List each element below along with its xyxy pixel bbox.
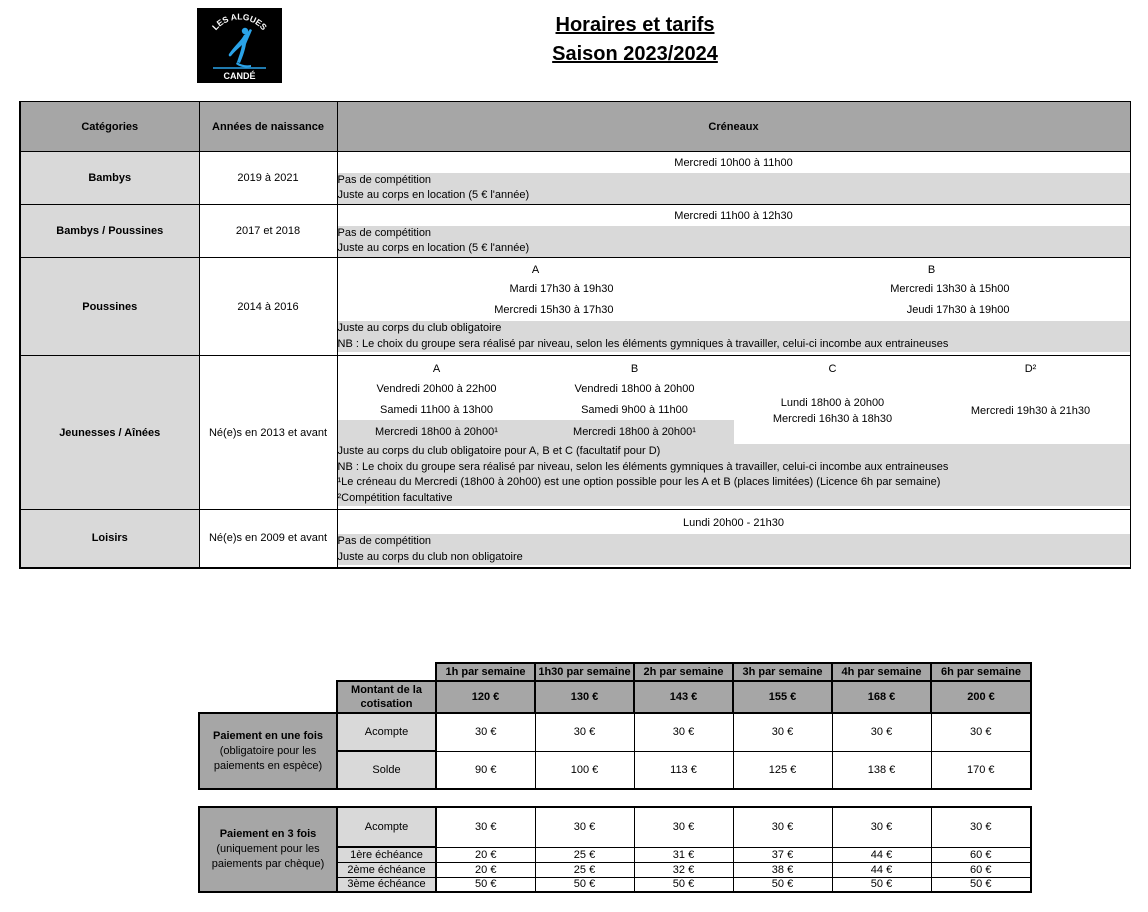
row-label: Solde — [337, 751, 436, 789]
group-subtitle: (obligatoire pour les paiements en espèce) — [213, 744, 323, 772]
page-subtitle: Saison 2023/2024 — [552, 43, 718, 65]
price-value: 30 € — [535, 713, 634, 751]
slot-text: Mardi 17h30 à 19h30 — [509, 283, 614, 295]
note-line: NB : Le choix du groupe sera réalisé par niveau, selon les éléments gymniques à travailler, celui-ci incombe aux entraineuses — [337, 460, 949, 473]
slot-text: Lundi 18h00 à 20h00 — [780, 397, 885, 409]
duration-header: 3h par semaine — [733, 663, 832, 681]
note-line: NB : Le choix du groupe sera réalisé par niveau, selon les éléments gymniques à travailler, celui-ci incombe aux entraineuses — [337, 337, 949, 350]
slot-text: Vendredi 18h00 à 20h00 — [574, 382, 695, 395]
note-line: Juste au corps du club obligatoire pour A, B et C (facultatif pour D) — [337, 445, 661, 457]
row-label: Acompte — [337, 807, 436, 847]
slot-text: Mercredi 11h00 à 12h30 — [674, 209, 793, 222]
category-cell: Jeunesses / Aînées — [20, 356, 199, 510]
group-c-slots — [734, 378, 932, 444]
svg-text:LES ALGUES — [210, 11, 269, 32]
group-d-header: D² — [1024, 362, 1037, 375]
price-value: 60 € — [931, 862, 1031, 877]
slot-text: Mercredi 16h30 à 18h30 — [772, 413, 893, 425]
price-value: 37 € — [733, 847, 832, 862]
montant-value: 130 € — [535, 681, 634, 713]
note-line: Juste au corps en location (5 € l'année) — [337, 242, 530, 254]
row-label: 1ère échéance — [337, 847, 436, 862]
row-label: Acompte — [337, 713, 436, 751]
montant-value: 143 € — [634, 681, 733, 713]
price-value: 30 € — [436, 807, 535, 847]
note-line: Pas de compétition — [337, 535, 432, 548]
schedule-header-row — [20, 102, 1130, 152]
price-value: 138 € — [832, 751, 931, 789]
price-value: 90 € — [436, 751, 535, 789]
group-b-slots — [734, 279, 1130, 321]
slots-cell — [337, 152, 1130, 205]
category-cell: Bambys / Poussines — [20, 205, 199, 258]
slots-cell — [337, 205, 1130, 258]
group-title: Paiement en une fois — [212, 729, 324, 742]
slots-cell — [337, 510, 1130, 568]
slot-text-optional: Mercredi 18h00 à 20h00¹ — [338, 420, 536, 444]
notes — [338, 534, 1130, 565]
category-cell: Bambys — [20, 152, 199, 205]
row-label: 2ème échéance — [337, 862, 436, 877]
montant-label: Montant de la cotisation — [337, 681, 436, 713]
note-line: Juste au corps du club non obligatoire — [337, 550, 523, 563]
slot-text: Lundi 20h00 - 21h30 — [683, 516, 784, 529]
note-line: Juste au corps en location (5 € l'année) — [337, 189, 530, 201]
category-cell: Poussines — [20, 258, 199, 356]
notes — [338, 226, 1130, 257]
group-a-header: A — [432, 362, 441, 375]
logo-text-top: LES ALGUES — [210, 11, 269, 33]
montant-value: 155 € — [733, 681, 832, 713]
price-value: 30 € — [832, 807, 931, 847]
gymnast-icon — [229, 28, 252, 68]
price-value: 100 € — [535, 751, 634, 789]
price-value: 25 € — [535, 847, 634, 862]
slots-cell — [337, 356, 1130, 510]
price-value: 31 € — [634, 847, 733, 862]
years-cell: Né(e)s en 2009 et avant — [199, 510, 337, 568]
col-header-categories: Catégories — [20, 102, 199, 152]
duration-header: 6h par semaine — [931, 663, 1031, 681]
years-cell: Né(e)s en 2013 et avant — [199, 356, 337, 510]
price-value: 30 € — [931, 807, 1031, 847]
montant-row — [199, 681, 1031, 713]
slots-cell — [337, 258, 1130, 356]
club-logo — [197, 8, 282, 83]
slot-text-optional: Mercredi 18h00 à 20h00¹ — [536, 420, 734, 444]
notes — [338, 444, 1130, 506]
category-cell: Loisirs — [20, 510, 199, 568]
slot-text: Samedi 11h00 à 13h00 — [380, 403, 493, 416]
duration-header: 4h par semaine — [832, 663, 931, 681]
slot-text: Jeudi 17h30 à 19h00 — [906, 304, 1010, 316]
price-value: 170 € — [931, 751, 1031, 789]
note-line: ²Compétition facultative — [337, 491, 453, 504]
col-header-years: Années de naissance — [199, 102, 337, 152]
price-value: 30 € — [733, 807, 832, 847]
pricing-table — [198, 662, 1032, 790]
note-line: ¹Le créneau du Mercredi (18h00 à 20h00) est une option possible pour les A et B (places limitées) (Licence 6h par semaine) — [337, 476, 941, 488]
notes — [338, 321, 1130, 352]
slot-text: Samedi 9h00 à 11h00 — [581, 403, 688, 416]
slot-text: Mercredi 13h30 à 15h00 — [890, 283, 1010, 295]
one-time-group-label — [199, 713, 337, 789]
price-value: 50 € — [634, 877, 733, 892]
years-cell: 2019 à 2021 — [199, 152, 337, 205]
one-time-acompte-row — [199, 713, 1031, 751]
group-a-slots — [338, 279, 734, 321]
years-cell: 2014 à 2016 — [199, 258, 337, 356]
slot-text: Mercredi 19h30 à 21h30 — [970, 405, 1091, 417]
price-value: 30 € — [832, 713, 931, 751]
price-value: 50 € — [535, 877, 634, 892]
montant-value: 120 € — [436, 681, 535, 713]
slot-text: Mercredi 10h00 à 11h00 — [674, 156, 793, 169]
note-line: Pas de compétition — [337, 226, 432, 239]
price-value: 30 € — [634, 713, 733, 751]
price-value: 32 € — [634, 862, 733, 877]
note-line: Juste au corps du club obligatoire — [337, 322, 502, 334]
notes — [338, 173, 1130, 204]
price-value: 20 € — [436, 847, 535, 862]
price-value: 113 € — [634, 751, 733, 789]
montant-value: 168 € — [832, 681, 931, 713]
group-b-header: B — [630, 362, 639, 375]
group-c-header: C — [828, 362, 837, 375]
duration-header: 1h30 par semaine — [535, 663, 634, 681]
col-header-slots: Créneaux — [337, 102, 1130, 152]
price-value: 30 € — [931, 713, 1031, 751]
price-value: 38 € — [733, 862, 832, 877]
price-value: 30 € — [733, 713, 832, 751]
duration-header: 1h par semaine — [436, 663, 535, 681]
group-a-header: A — [531, 264, 540, 276]
row-loisirs — [20, 510, 1130, 568]
price-value: 60 € — [931, 847, 1031, 862]
price-value: 30 € — [436, 713, 535, 751]
page-title: Horaires et tarifs — [555, 14, 715, 36]
group-subtitle: (uniquement pour les paiements par chèque) — [211, 843, 325, 870]
note-line: Pas de compétition — [337, 173, 432, 186]
three-times-acompte-row — [199, 807, 1031, 847]
installment-table — [198, 806, 1032, 893]
years-cell: 2017 et 2018 — [199, 205, 337, 258]
price-value: 50 € — [436, 877, 535, 892]
price-value: 50 € — [832, 877, 931, 892]
row-jeunesses — [20, 356, 1130, 510]
logo-text-bottom: CANDÉ — [223, 71, 256, 81]
price-value: 20 € — [436, 862, 535, 877]
row-bambys-poussines — [20, 205, 1130, 258]
group-b-header: B — [927, 264, 936, 276]
montant-value: 200 € — [931, 681, 1031, 713]
price-value: 30 € — [634, 807, 733, 847]
price-value: 125 € — [733, 751, 832, 789]
schedule-table — [19, 101, 1131, 569]
price-value: 44 € — [832, 862, 931, 877]
price-value: 50 € — [733, 877, 832, 892]
price-value: 30 € — [535, 807, 634, 847]
duration-header: 2h par semaine — [634, 663, 733, 681]
duration-header-row — [199, 663, 1031, 681]
price-value: 50 € — [931, 877, 1031, 892]
row-label: 3ème échéance — [337, 877, 436, 892]
row-bambys — [20, 152, 1130, 205]
three-times-group-label — [199, 807, 337, 892]
group-title: Paiement en 3 fois — [219, 828, 317, 840]
price-value: 44 € — [832, 847, 931, 862]
price-value: 25 € — [535, 862, 634, 877]
slot-text: Vendredi 20h00 à 22h00 — [376, 382, 497, 395]
row-poussines — [20, 258, 1130, 356]
slot-text: Mercredi 15h30 à 17h30 — [494, 304, 614, 316]
